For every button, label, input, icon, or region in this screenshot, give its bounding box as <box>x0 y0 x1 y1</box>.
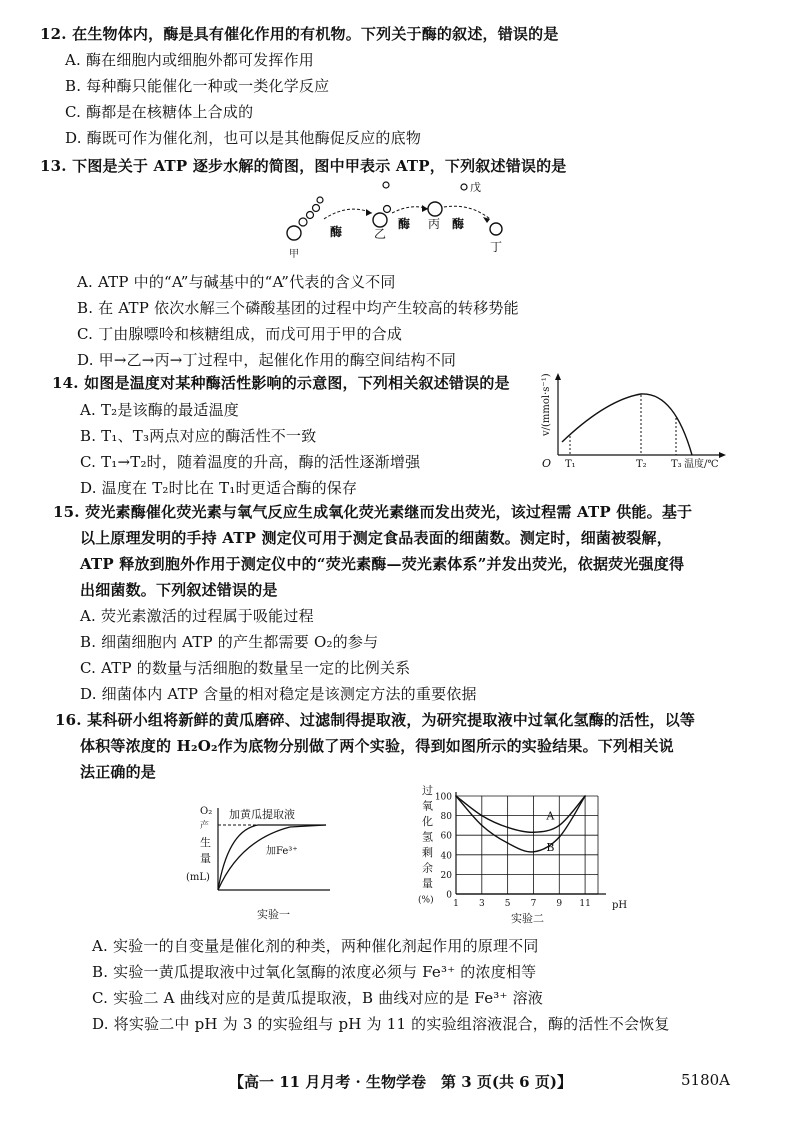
jia-circle <box>287 226 301 240</box>
exp1-curve-fe <box>218 825 326 890</box>
exp1-ylabel-3: 生 <box>200 836 211 849</box>
q12-stem: 12. 在生物体内，酶是具有催化作用的有机物。下列关于酶的叙述，错误的是 <box>40 25 559 43</box>
q14-option-c: C. T₁→T₂时，随着温度的升高，酶的活性逐渐增强 <box>80 453 421 471</box>
released-phosphate <box>317 197 323 203</box>
label-enzyme-1: 酶 <box>330 225 343 239</box>
jia-phosphate-3 <box>313 205 320 212</box>
label-enzyme-3: 酶 <box>452 217 465 231</box>
q16-option-d: D. 将实验二中 pH 为 3 的实验组与 pH 为 11 的实验组溶液混合，酶的活性不会恢复 <box>92 1015 670 1033</box>
q15-option-a: A. 荧光素激活的过程属于吸能过程 <box>80 607 314 625</box>
y-axis-label: v/(mmol·s⁻¹) <box>541 373 552 436</box>
q13-stem: 13. 下图是关于 ATP 逐步水解的简图，图中甲表示 ATP，下列叙述错误的是 <box>40 157 567 175</box>
q14-option-b: B. T₁、T₃两点对应的酶活性不一致 <box>80 427 317 445</box>
exp2-series-B-point-4 <box>558 836 560 838</box>
yi-circle <box>373 213 387 227</box>
x-axis-arrow <box>719 452 726 458</box>
released-phosphate-2 <box>383 182 389 188</box>
exp2-series-A-label: A <box>546 809 555 823</box>
q15-stem-line-2: 以上原理发明的手持 ATP 测定仪可用于测定食品表面的细菌数。测定时，细菌被裂解， <box>80 529 672 547</box>
label-wu: 戊 <box>470 181 481 194</box>
experiment-1-chart <box>180 800 360 925</box>
x-axis-label: 温度/℃ <box>684 459 719 470</box>
q15-option-d: D. 细菌体内 ATP 含量的相对稳定是该测定方法的重要依据 <box>80 685 477 703</box>
activity-curve <box>562 394 692 455</box>
q15-option-c: C. ATP 的数量与活细胞的数量呈一定的比例关系 <box>80 659 411 677</box>
exp2-ylabel-char-5: 余 <box>422 861 433 875</box>
q15-stem-line-4: 出细菌数。下列叙述错误的是 <box>80 581 278 599</box>
exp1-curve1-label: 加黄瓜提取液 <box>229 808 295 821</box>
q15-stem-line-1: 15. 荧光素酶催化荧光素与氧气反应生成氧化荧光素继而发出荧光，该过程需 ATP 供能。基于 <box>53 503 693 521</box>
exp2-ylabel-char-0: 过 <box>422 784 433 797</box>
paper-code: 5180A <box>681 1071 731 1089</box>
exp2-series-B-point-0 <box>455 795 457 797</box>
exp2-xtick-1: 1 <box>453 899 459 909</box>
exp2-ytick-0: 0 <box>446 890 452 901</box>
exp2-ylabel-char-6: 量 <box>422 877 433 890</box>
arrow-1 <box>324 209 372 219</box>
exp2-ticks <box>435 793 591 910</box>
exp2-ylabel-char-4: 剩 <box>422 846 433 859</box>
q12-option-b: B. 每种酶只能催化一种或一类化学反应 <box>65 77 330 95</box>
q14-option-d: D. 温度在 T₂时比在 T₁时更适合酶的保存 <box>80 479 358 497</box>
t2-label: T₂ <box>636 459 647 470</box>
exp2-series-B-point-3 <box>533 851 535 853</box>
exp1-curve-extract <box>218 825 326 890</box>
t3-label: T₃ <box>671 459 682 470</box>
q16-option-a: A. 实验一的自变量是催化剂的种类，两种催化剂起作用的原理不同 <box>92 937 539 955</box>
exp2-x-axis-label: pH <box>612 900 628 911</box>
q16-stem-line-3: 法正确的是 <box>80 763 157 781</box>
q16-option-c: C. 实验二 A 曲线对应的是黄瓜提取液，B 曲线对应的是 Fe³⁺ 溶液 <box>92 989 543 1007</box>
exp2-ytick-60: 60 <box>440 831 452 842</box>
exp1-ylabel-4: 量 <box>200 852 211 865</box>
exp1-caption: 实验一 <box>257 908 290 921</box>
exp2-series-B-point-1 <box>481 825 483 827</box>
exp2-ytick-40: 40 <box>440 851 452 862</box>
exp1-curve2-label: 加Fe³⁺ <box>266 846 298 857</box>
exp2-series-B-point-5 <box>584 795 586 797</box>
t1-label: T₁ <box>565 459 576 470</box>
q12-option-c: C. 酶都是在核糖体上合成的 <box>65 103 254 121</box>
exp2-series-A-line <box>456 796 585 832</box>
exp2-xtick-9: 9 <box>556 899 563 909</box>
exp2-ytick-80: 80 <box>440 812 452 823</box>
exp2-xtick-11: 11 <box>579 899 591 909</box>
exp1-ylabel-1: O₂ <box>200 806 213 817</box>
exp2-ylabel-char-3: 氢 <box>422 830 433 844</box>
q13-option-c: C. 丁由腺嘌呤和核糖组成，而戊可用于甲的合成 <box>77 325 403 343</box>
page-footer: 【高一 11 月月考 · 生物学卷 第 3 页(共 6 页)】 <box>229 1073 572 1091</box>
jia-phosphate-2 <box>307 212 314 219</box>
exp2-series-B-line <box>456 796 585 855</box>
origin-label: O <box>542 457 552 470</box>
q14-option-a: A. T₂是该酶的最适温度 <box>80 401 239 419</box>
q16-stem-line-2: 体积等浓度的 H₂O₂作为底物分别做了两个实验，得到如图所示的实验结果。下列相关说 <box>80 737 674 755</box>
exp2-series-B-point-2 <box>507 842 509 844</box>
label-bing: 丙 <box>428 217 441 231</box>
exp2-xtick-3: 3 <box>478 899 485 909</box>
exp1-ylabel-5: (mL) <box>186 872 210 883</box>
jia-phosphate-1 <box>299 218 307 226</box>
exp2-axes <box>456 792 606 894</box>
q15-option-b: B. 细菌细胞内 ATP 的产生都需要 O₂的参与 <box>80 633 379 651</box>
q12-option-a: A. 酶在细胞内或细胞外都可发挥作用 <box>65 51 314 69</box>
exp2-series-A-point-3 <box>533 831 535 833</box>
exp2-series-A-point-1 <box>481 815 483 817</box>
q13-option-b: B. 在 ATP 依次水解三个磷酸基团的过程中均产生较高的转移势能 <box>77 299 519 317</box>
exp2-caption: 实验二 <box>511 912 544 925</box>
q15-stem-line-3: ATP 释放到胞外作用于测定仪中的“荧光素酶—荧光素体系”并发出荧光，依据荧光强度得 <box>80 555 685 573</box>
label-jia: 甲 <box>289 249 299 260</box>
arrow-1-head <box>366 209 372 216</box>
label-yi: 乙 <box>374 227 387 241</box>
exp2-ylabel-group <box>418 783 434 906</box>
yi-phosphate-1 <box>384 206 391 213</box>
q12-option-d: D. 酶既可作为催化剂，也可以是其他酶促反应的底物 <box>65 129 422 147</box>
q13-option-d: D. 甲→乙→丙→丁过程中，起催化作用的酶空间结构不同 <box>77 351 457 369</box>
exp2-ylabel-char-2: 化 <box>422 815 433 828</box>
exp2-xtick-5: 5 <box>504 899 511 909</box>
exp2-series-A-point-2 <box>507 827 509 829</box>
y-axis-arrow <box>555 373 561 380</box>
exp2-series-A-point-4 <box>558 825 560 827</box>
ding-circle <box>490 223 502 235</box>
exp2-ytick-20: 20 <box>440 870 452 881</box>
temperature-activity-chart <box>536 370 736 470</box>
q16-stem-line-1: 16. 某科研小组将新鲜的黄瓜磨碎、过滤制得提取液，为研究提取液中过氧化氢酶的活性，以等 <box>55 711 696 729</box>
exp2-ylabel-char-1: 氧 <box>422 799 433 813</box>
label-ding: 丁 <box>490 240 503 254</box>
exp2-series <box>455 795 586 854</box>
experiment-2-chart <box>416 782 656 932</box>
exp1-ylabel-2: 产 <box>200 821 210 831</box>
q16-option-b: B. 实验一黄瓜提取液中过氧化氢酶的浓度必须与 Fe³⁺ 的浓度相等 <box>92 963 537 981</box>
exp2-xtick-7: 7 <box>530 899 537 909</box>
exp2-series-B-label: B <box>546 841 555 855</box>
arrow-2-head <box>422 205 428 212</box>
wu-circle <box>461 184 467 190</box>
exp2-ytick-100: 100 <box>434 792 452 803</box>
label-enzyme-2: 酶 <box>398 217 411 231</box>
bing-circle <box>428 202 442 216</box>
q13-option-a: A. ATP 中的“A”与碱基中的“A”代表的含义不同 <box>77 273 396 291</box>
exp2-ylabel-char-7: (%) <box>418 895 434 906</box>
q14-stem: 14. 如图是温度对某种酶活性影响的示意图，下列相关叙述错误的是 <box>52 374 510 392</box>
atp-hydrolysis-diagram <box>280 175 520 265</box>
